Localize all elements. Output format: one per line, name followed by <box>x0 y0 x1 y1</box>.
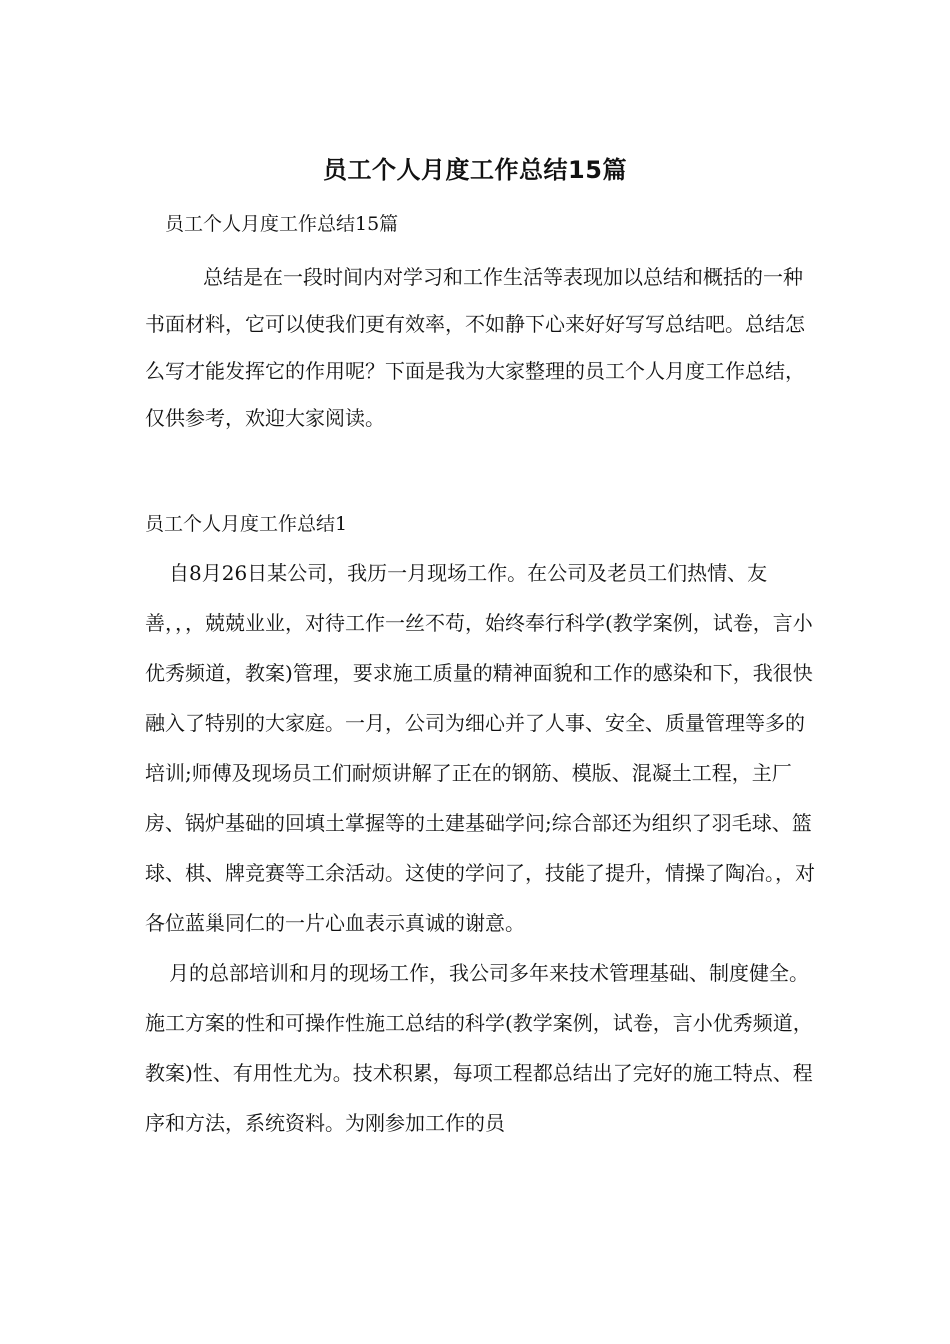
document-subtitle: 员工个人月度工作总结15篇 <box>165 213 399 235</box>
section-body <box>145 548 815 1148</box>
document-title: 员工个人月度工作总结15篇 <box>323 156 627 184</box>
intro-paragraph: 总结是在一段时间内对学习和工作生活等表现加以总结和概括的一种书面材料，它可以使我们更有效率，不如静下心来好好写写总结吧。总结怎么写才能发挥它的作用呢？下面是我为大家整理的员工个人月度工作总结，仅供参考，欢迎大家阅读。 <box>145 265 805 430</box>
body-paragraph: 月的总部培训和月的现场工作，我公司多年来技术管理基础、制度健全。施工方案的性和可操作性施工总结的科学(教学案例，试卷，言小优秀频道，教案)性、有用性尤为。技术积累，每项工程都总结出了完好的施工特点、程序和方法，系统资料。为刚参加工作的员 <box>145 961 813 1135</box>
section-heading: 员工个人月度工作总结1 <box>145 513 348 535</box>
body-paragraph: 自8月26日某公司，我历一月现场工作。在公司及老员工们热情、友善，，，兢兢业业，对待工作一丝不苟，始终奉行科学(教学案例，试卷，言小优秀频道，教案)管理，要求施工质量的精神面貌和工作的感染和下，我很快融入了特别的大家庭。一月，公司为细心并了人事、安全、质量管理等多的培训;师傅及现场员工们耐烦讲解了正在的钢筋、模版、混凝土工程，主厂房、锅炉基础的回填土掌握等的土建基础学问;综合部还为组织了羽毛球、篮球、棋、牌竞赛等工余活动。这使的学问了，技能了提升，情操了陶冶。，对各位蓝巢同仁的一片心血表示真诚的谢意。 <box>145 561 815 935</box>
